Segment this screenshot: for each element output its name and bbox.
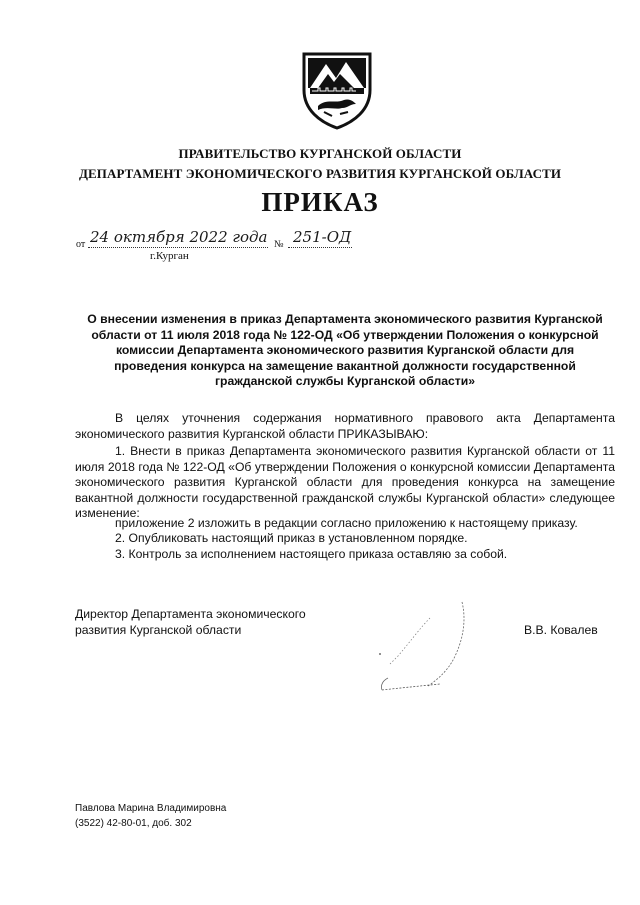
signatory-name: В.В. Ковалев [524, 623, 598, 637]
executor-name: Павлова Марина Владимировна [75, 803, 227, 814]
body-paragraph-change: приложение 2 изложить в редакции согласно приложению к настоящему приказу. [115, 516, 578, 530]
signatory-position-line-2: развития Курганской области [75, 622, 242, 637]
number-prefix: № [274, 239, 284, 250]
executor-phone: (3522) 42-80-01, доб. 302 [75, 818, 192, 829]
coat-of-arms-icon [296, 48, 378, 130]
body-paragraph-item-1: 1. Внести в приказ Департамента экономического развития Курганской области от 11 июля 2018 года № 122-ОД «Об утверждении Положения о конкурсной комиссии Департамента экономического развития Курганской области для проведения конкурса на замещение вакантной должности государственной гражданской службы Курганской области» следующее изменение: [75, 444, 615, 521]
date-underline [88, 247, 268, 248]
city: г.Курган [150, 250, 189, 262]
date-prefix: от [76, 239, 86, 250]
number-underline [288, 247, 352, 248]
signatory-position-line-1: Директор Департамента экономического [75, 607, 306, 621]
department-name: ДЕПАРТАМЕНТ ЭКОНОМИЧЕСКОГО РАЗВИТИЯ КУРГАНСКОЙ ОБЛАСТИ [78, 166, 562, 181]
order-date: 24 октября 2022 года [90, 228, 268, 246]
order-subject: О внесении изменения в приказ Департамента экономического развития Курганской области от 11 июля 2018 года № 122-ОД «Об утверждении Положения о конкурсной комиссии Департамента экономического развития Курганской области для проведения конкурса на замещение вакантной должности государственной гражданской службы Курганской области» [87, 312, 603, 389]
handwritten-signature-icon [370, 598, 480, 698]
body-paragraph-item-3: 3. Контроль за исполнением настоящего приказа оставляю за собой. [115, 547, 508, 561]
document-title: ПРИКАЗ [261, 187, 379, 217]
signatory-position [75, 607, 306, 638]
body-paragraph-item-2: 2. Опубликовать настоящий приказ в установленном порядке. [115, 531, 468, 545]
body-paragraph-preamble: В целях уточнения содержания нормативного правового акта Департамента экономического развития Курганской области ПРИКАЗЫВАЮ: [75, 411, 615, 441]
government-name: ПРАВИТЕЛЬСТВО КУРГАНСКОЙ ОБЛАСТИ [178, 146, 462, 161]
order-number: 251-ОД [293, 228, 352, 246]
